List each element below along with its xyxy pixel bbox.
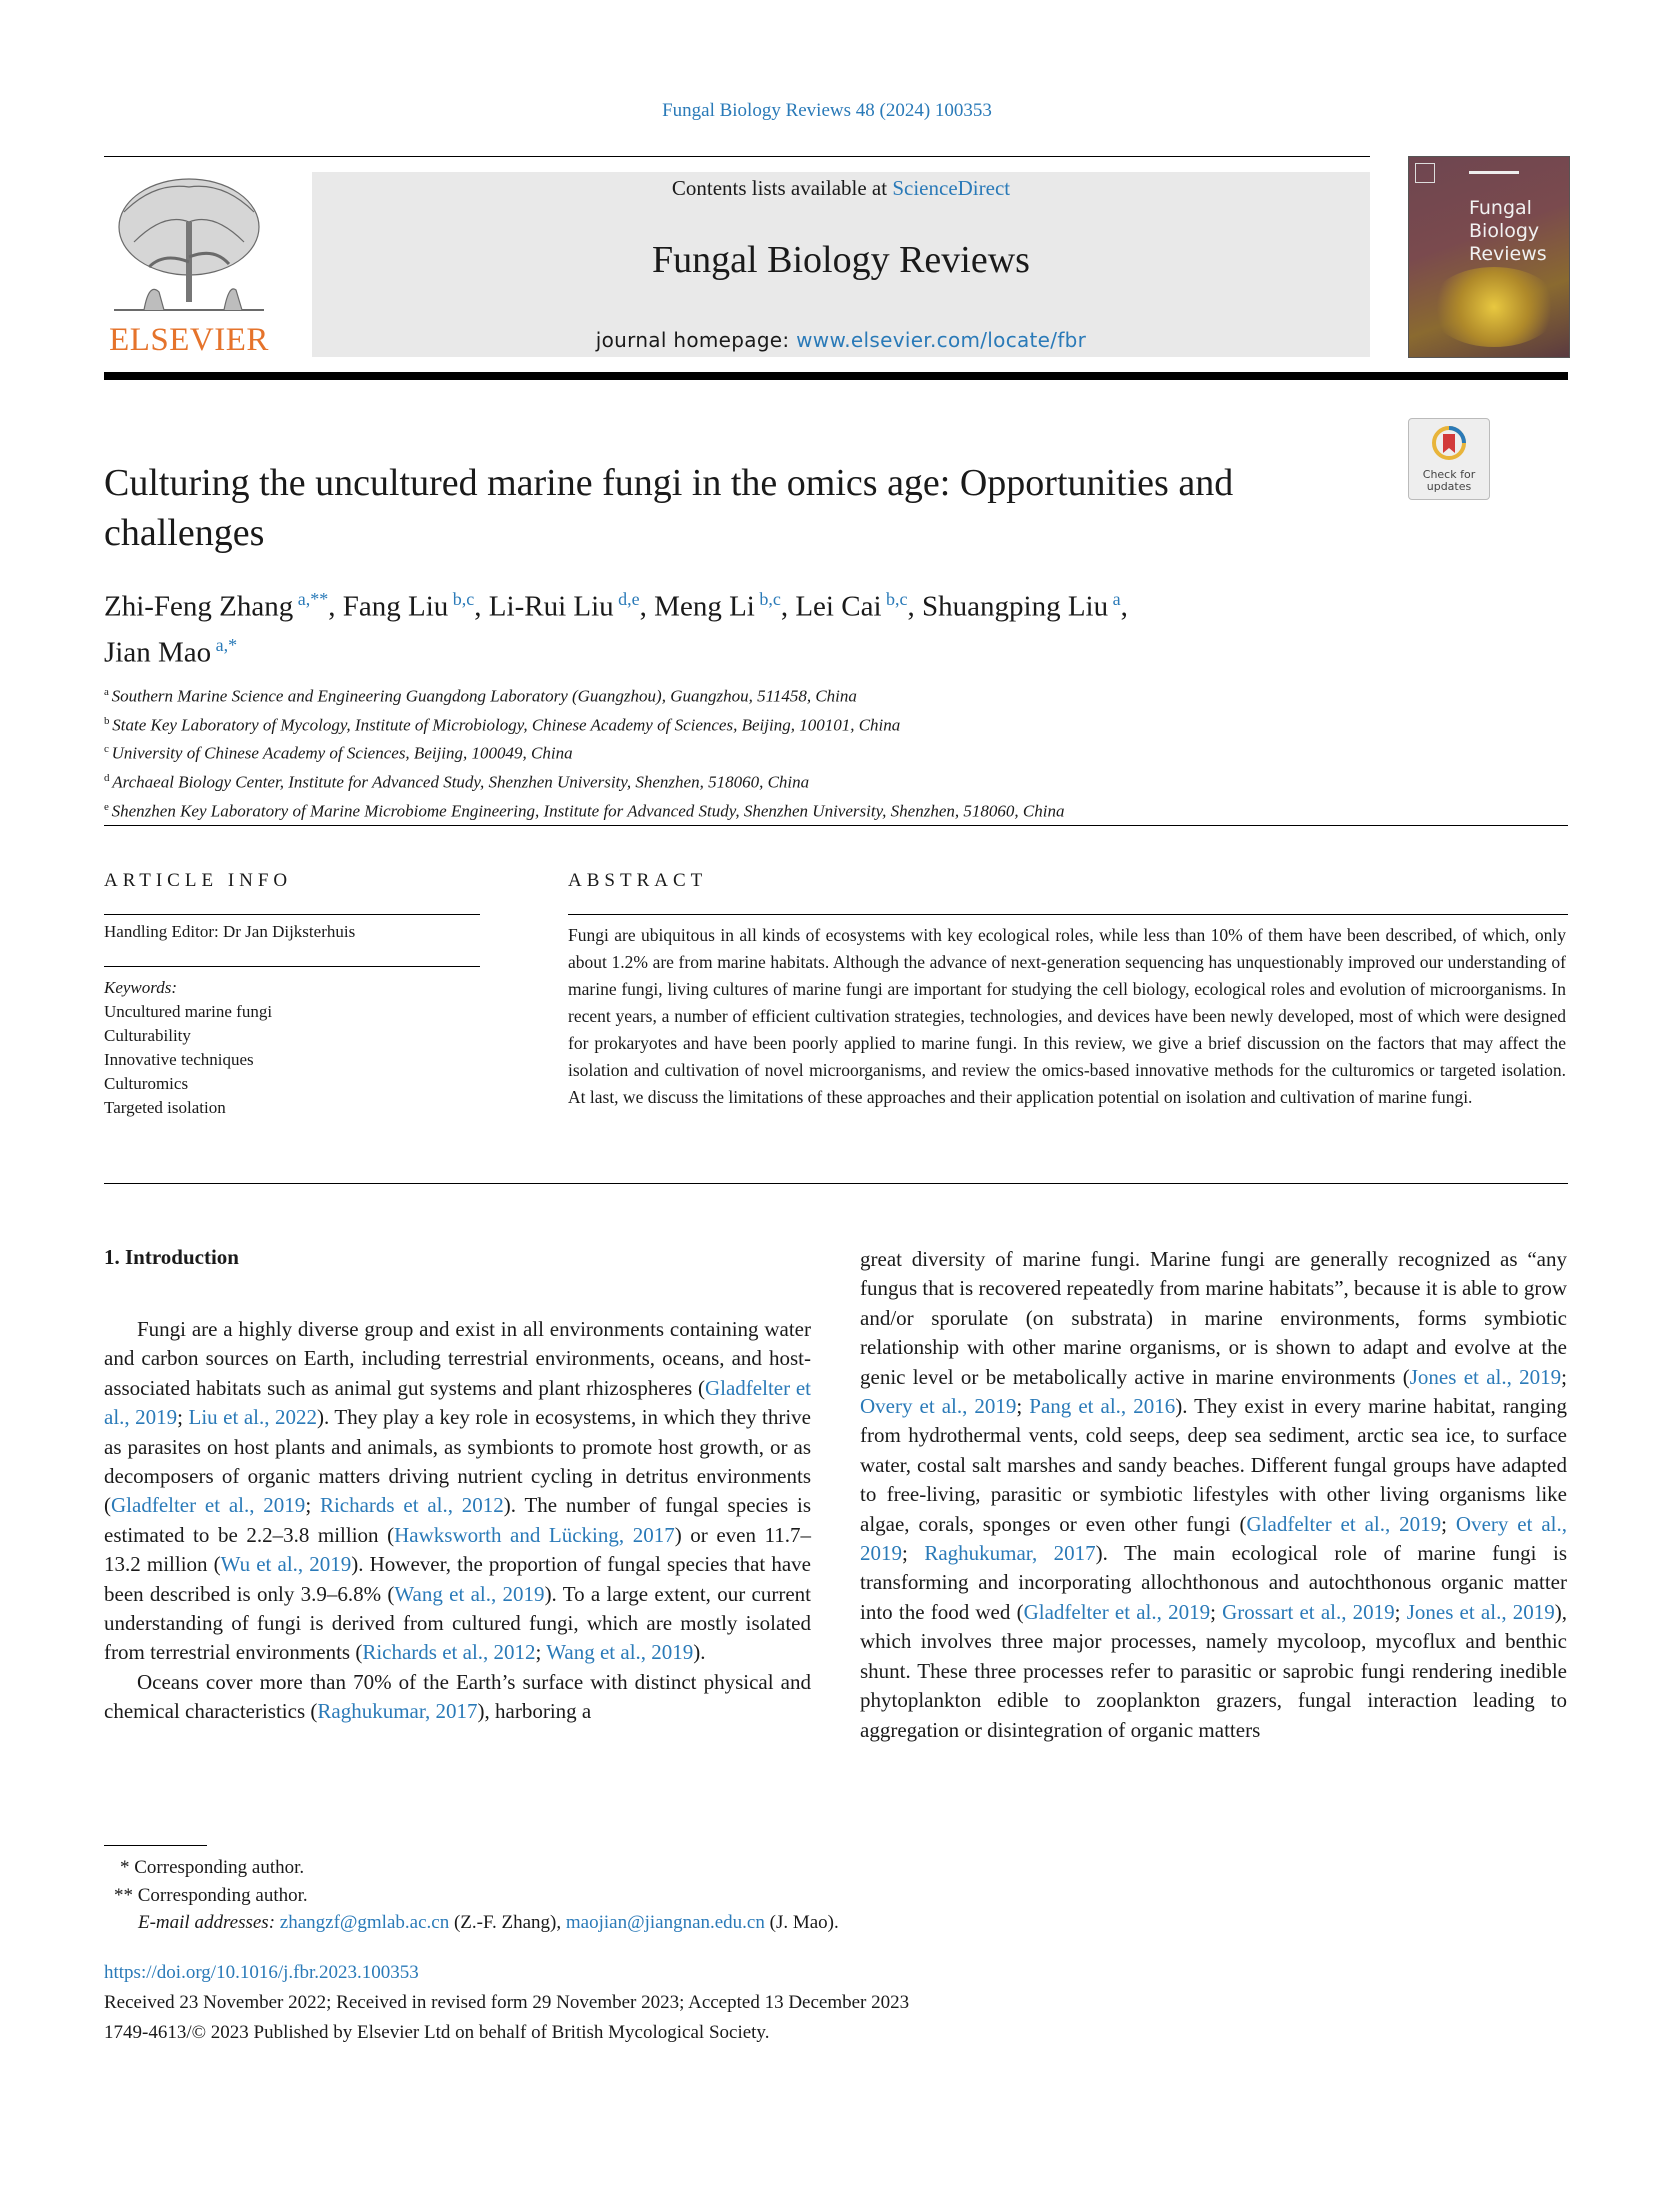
author-name[interactable]: Meng Li (654, 590, 755, 623)
affiliation-key: a (104, 686, 112, 698)
affiliation-key: b (104, 714, 113, 727)
body-text: ). The main ecological role of marine fungi is transforming and incorporating allochthonous and autochthonous organic matter into the food wed ( (860, 1541, 1567, 1624)
body-text: Oceans cover more than 70% of the Earth’s surface with distinct physical and chemical characteristics ( (104, 1669, 811, 1724)
citation-link[interactable]: Jones et al., 2019 (1409, 1364, 1562, 1389)
abstract-label: ABSTRACT (568, 870, 708, 891)
citation-link[interactable]: Jones et al., 2019 (1406, 1599, 1555, 1624)
homepage-prefix: journal homepage: (595, 328, 797, 352)
citation-link[interactable]: Raghukumar, 2017 (317, 1699, 478, 1724)
author-name[interactable]: Li-Rui Liu (488, 590, 614, 623)
journal-citation-link[interactable]: Fungal Biology Reviews 48 (2024) 100353 (662, 100, 992, 121)
affiliation-item (104, 709, 1404, 738)
citation-link[interactable]: Gladfelter et al., 2019 (111, 1493, 306, 1518)
body-text: ). They play a key role in ecosystems, in which they thrive as parasites on host plants and animals, as symbionts to promote host growth, or as decomposers of organic matters driving nutrient cycling in detritus environments ( (104, 1405, 812, 1518)
keyword-item: Targeted isolation (104, 1098, 226, 1117)
keywords-rule (104, 966, 480, 967)
affiliation-rule (104, 825, 1568, 826)
affiliation-key: c (104, 743, 112, 756)
body-text: ), which involves three major processes, namely mycoloop, mycoflux and benthic shunt. These three processes refer to parasitic or saprobic fungi rendering inedible phytoplankton edible to zooplankton grazers, fungal interaction leading to aggregation or disintegration of organic matters (860, 1599, 1568, 1742)
keyword-item: Culturability (104, 1026, 191, 1045)
check-updates-label: Check for updates (1422, 468, 1476, 493)
homepage-line (312, 328, 1370, 352)
abstract-text: Fungi are ubiquitous in all kinds of ecosystems with key ecological roles, while less than 10% of them have been described, of which, only about 1.2% are from marine habitats. Although the advance of next-generation sequencing has unquestionably improved our understanding of marine fungi, living cultures of marine fungi are important for studying the cell biology, ecological roles and evolution of microorganisms. In recent years, a number of efficient cultivation strategies, technologies, and devices have been newly developed, most of which were designed for prokaryotes and have been poorly applied to marine fungi. In this review, we give a brief discussion on the factors that may affect the isolation and cultivation of novel microorganisms, and review the omics-based innovative methods for the culturomics or targeted isolation. At last, we discuss the limitations of these approaches and their application potential on isolation and cultivation of marine fungi. (568, 925, 1566, 1107)
header-top-rule (104, 156, 1370, 157)
body-paragraph (104, 1668, 811, 1727)
keywords-block (104, 976, 272, 1120)
citation-link[interactable]: Richards et al., 2012 (362, 1640, 536, 1665)
citation-link[interactable]: Pang et al., 2016 (1029, 1394, 1176, 1419)
keyword-item: Innovative techniques (104, 1050, 254, 1069)
affiliation-item (104, 795, 1404, 824)
citation-link[interactable]: Gladfelter et al., 2019 (1246, 1511, 1442, 1536)
affiliation-text: University of Chinese Academy of Sciences, Beijing, 100049, China (111, 743, 573, 763)
cover-title: Fungal Biology Reviews (1469, 197, 1547, 265)
author-name[interactable]: Fang Liu (342, 590, 449, 623)
footnote-rule (104, 1845, 207, 1846)
affiliation-key: d (104, 771, 113, 784)
body-text: ) or even 11.7–13.2 million ( (104, 1522, 811, 1577)
email-addresses (104, 1909, 839, 1937)
body-text: ). To a large extent, our current understanding of fungi is derived from cultured fungi, which are mostly isolated from terrestrial environments ( (104, 1581, 811, 1665)
elsevier-tree-icon (104, 172, 274, 322)
author-affiliation-marker[interactable]: d,e (613, 589, 640, 609)
citation-link[interactable]: Overy et al., 2019 (860, 1394, 1017, 1419)
abstract-rule (568, 914, 1568, 915)
body-text: ; (305, 1493, 320, 1518)
email-link-zhang[interactable]: zhangzf@gmlab.ac.cn (279, 1912, 450, 1933)
body-paragraph (104, 1315, 811, 1668)
citation-link[interactable]: Overy et al., 2019 (860, 1511, 1567, 1566)
contents-prefix: Contents lists available at (671, 176, 893, 200)
body-text: ). (693, 1640, 706, 1665)
handling-editor: Handling Editor: Dr Jan Dijksterhuis (104, 922, 356, 941)
elsevier-logo (104, 172, 274, 362)
affiliation-text: Shenzhen Key Laboratory of Marine Microbiome Engineering, Institute for Advanced Study, Shenzhen University, Shenzhen, 518060, China (111, 801, 1065, 821)
contents-line (312, 176, 1370, 201)
body-paragraph (860, 1245, 1567, 1745)
affiliation-list (104, 680, 1404, 823)
journal-header-box (312, 172, 1370, 357)
citation-link[interactable]: Raghukumar, 2017 (924, 1541, 1096, 1566)
author-name[interactable]: Shuangping Liu (922, 590, 1109, 623)
author-list: Zhi-Feng Zhang $^{a,**}$, Fang Liu $^{b,c}$, Li-Rui Liu $^{d,e}$, Meng Li $^{b,c}$, Lei Cai $^{b,c}$, Shuangping Liu $^a$, Jian Mao $^{a,*}$ (104, 589, 1128, 669)
header-thick-rule (104, 372, 1568, 380)
author-affiliation-marker[interactable]: b,c (754, 589, 781, 609)
journal-name: Fungal Biology Reviews (652, 239, 1030, 281)
author-name[interactable]: Lei Cai (795, 590, 882, 623)
body-text: ; (1561, 1364, 1567, 1389)
citation-link[interactable]: Grossart et al., 2019 (1222, 1599, 1395, 1624)
body-text: ). They exist in every marine habitat, ranging from hydrothermal vents, cold seeps, deep sea sediment, arctic sea ice, to surface water, costal salt marshes and sandy beaches. Different fungal groups have adapted to free-living, parasitic or symbiotic lifestyles with other living organisms like algae, corals, sponges or even other fungi ( (860, 1394, 1567, 1536)
article-info-rule (104, 914, 480, 915)
body-text: ), harboring a (477, 1699, 592, 1724)
doi-link[interactable]: https://doi.org/10.1016/j.fbr.2023.100353 (104, 1962, 419, 1983)
received-dates: Received 23 November 2022; Received in revised form 29 November 2023; Accepted 13 December 2023 (104, 1992, 910, 2013)
body-text: ; (1394, 1599, 1407, 1624)
body-text: ; (1210, 1599, 1223, 1624)
abstract-bottom-rule (104, 1183, 1568, 1184)
body-text: ). However, the proportion of fungal species that have been described is only 3.9–6.8% ( (104, 1552, 811, 1606)
cover-bar-icon (1469, 171, 1519, 174)
body-text: great diversity of marine fungi. Marine fungi are generally recognized as “any fungus that is recovered repeatedly from marine habitats”, because it is able to grow and/or sporulate (on substrata) in marine environments, forms symbiotic relationship with other marine organisms, or is shown to adapt and evolve at the genic level or be metabolically active in marine environments ( (860, 1247, 1567, 1389)
body-text: ; (902, 1541, 925, 1566)
elsevier-wordmark: ELSEVIER (109, 322, 269, 358)
email-owner-mao: (J. Mao). (764, 1912, 839, 1933)
keyword-item: Culturomics (104, 1074, 189, 1093)
email-link-mao[interactable]: maojian@jiangnan.edu.cn (565, 1912, 765, 1933)
journal-homepage-link[interactable]: www.elsevier.com/locate/fbr (796, 328, 1087, 352)
citation-link[interactable]: Wu et al., 2019 (220, 1552, 352, 1577)
author-name[interactable]: Zhi-Feng Zhang (104, 590, 294, 623)
email-owner-zhang: (Z.-F. Zhang), (449, 1912, 566, 1933)
citation-link[interactable]: Gladfelter et al., 2019 (1023, 1599, 1211, 1624)
citation-link[interactable]: Gladfelter et al., 2019 (104, 1375, 811, 1430)
corresponding-author-note: * Corresponding author. (120, 1857, 305, 1878)
email-label: E-mail addresses: (138, 1912, 280, 1933)
bookmark-icon (1431, 425, 1467, 465)
body-left-column (104, 1315, 811, 1727)
keyword-item: Uncultured marine fungi (104, 1002, 273, 1021)
citation-link[interactable]: Wang et al., 2019 (546, 1640, 694, 1665)
author-affiliation-marker[interactable]: a (1108, 589, 1121, 609)
journal-cover-image[interactable] (1408, 156, 1570, 358)
corresponding-author-note-2: ** Corresponding author. (114, 1884, 308, 1906)
affiliation-item (104, 680, 1404, 709)
body-text: ; (1441, 1511, 1456, 1536)
affiliation-item (104, 766, 1404, 795)
affiliation-item (104, 737, 1404, 766)
keyword-list (104, 1000, 272, 1120)
author-affiliation-marker[interactable]: b,c (881, 589, 908, 609)
affiliation-key: e (104, 800, 112, 813)
cover-logo-icon (1415, 163, 1435, 183)
body-text: ; (1016, 1394, 1030, 1419)
article-title: Culturing the uncultured marine fungi in the omics age: Opportunities and challenges (104, 462, 1234, 554)
body-right-column (860, 1245, 1567, 1745)
author-affiliation-marker[interactable]: a,** (293, 589, 329, 609)
publication-info (104, 1958, 909, 2048)
body-text: Fungi are a highly diverse group and exist in all environments containing water and carbon sources on Earth, including terrestrial environments, oceans, and host-associated habitats such as animal gut systems and plant rhizospheres ( (104, 1317, 811, 1400)
affiliation-text: Archaeal Biology Center, Institute for Advanced Study, Shenzhen University, Shenzhen, 518060, China (112, 772, 810, 792)
author-affiliation-marker[interactable]: a,* (211, 634, 238, 655)
footnotes (104, 1854, 839, 1937)
citation-link[interactable]: Wang et al., 2019 (394, 1581, 545, 1606)
citation-link[interactable]: Hawksworth and Lücking, 2017 (394, 1522, 675, 1547)
cover-fungus-icon (1429, 267, 1559, 347)
keywords-title: Keywords: (104, 978, 178, 997)
affiliation-text: Southern Marine Science and Engineering Guangdong Laboratory (Guangzhou), Guangzhou, 511458, China (111, 686, 857, 706)
body-text: ; (177, 1405, 189, 1430)
copyright-line: 1749-4613/© 2023 Published by Elsevier Ltd on behalf of British Mycological Society. (104, 2022, 770, 2043)
citation-link[interactable]: Richards et al., 2012 (319, 1493, 504, 1518)
check-for-updates-button[interactable] (1408, 418, 1490, 500)
body-text: ). The number of fungal species is estimated to be 2.2–3.8 million ( (104, 1493, 812, 1547)
author-name[interactable]: Jian Mao (104, 636, 212, 669)
section-heading-introduction: 1. Introduction (104, 1245, 239, 1269)
body-text: ; (535, 1640, 547, 1665)
article-info-label: ARTICLE INFO (104, 870, 293, 891)
sciencedirect-link[interactable]: ScienceDirect (892, 176, 1011, 200)
affiliation-text: State Key Laboratory of Mycology, Institute of Microbiology, Chinese Academy of Sciences, Beijing, 100101, China (112, 715, 901, 735)
citation-link[interactable]: Liu et al., 2022 (188, 1405, 317, 1430)
author-affiliation-marker[interactable]: b,c (448, 589, 475, 609)
